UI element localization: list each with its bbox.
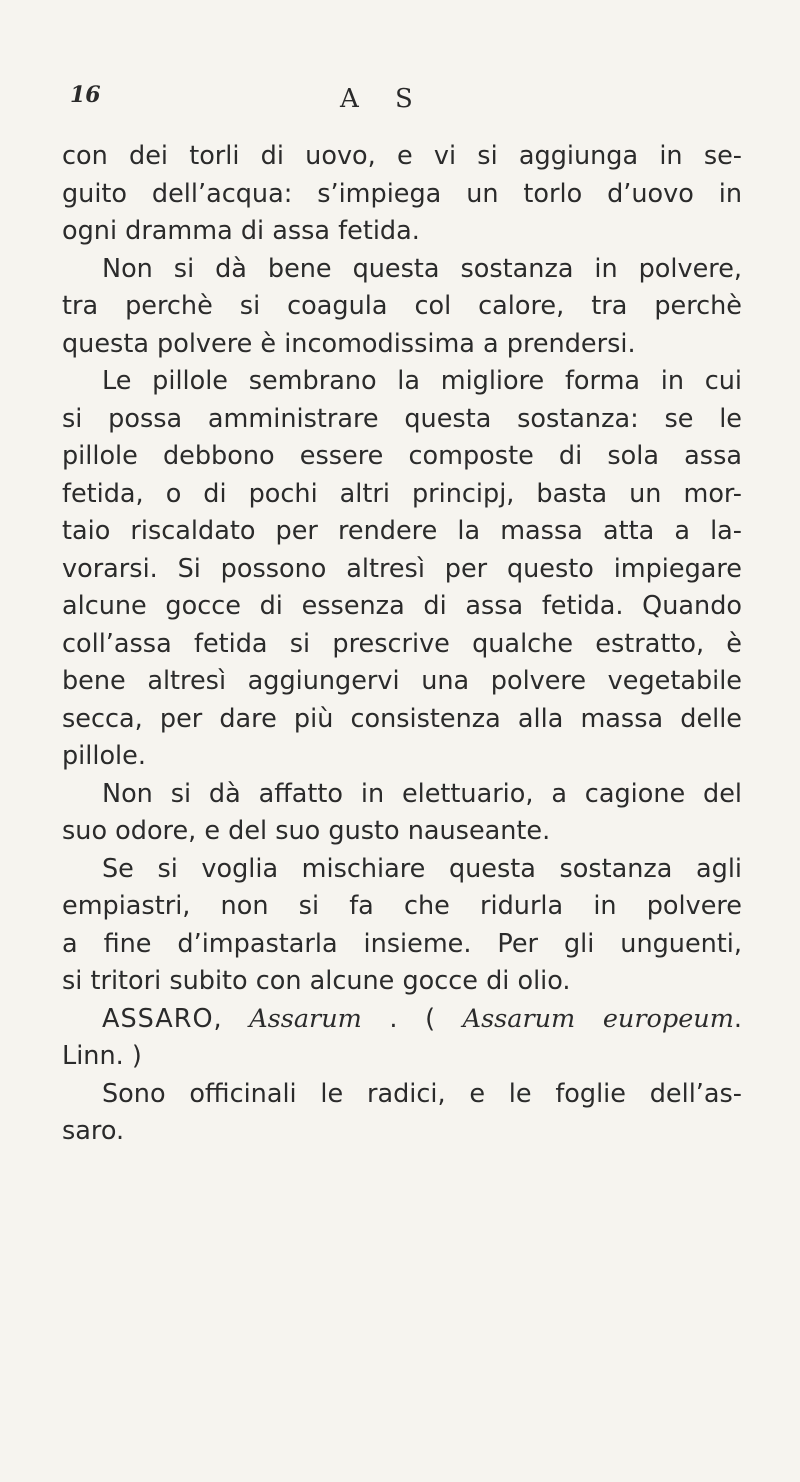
paragraph-start-line: Se si voglia mischiare questa sostanza agli (102, 853, 742, 884)
text-line: pillole. (62, 741, 146, 771)
text-line: bene altresì aggiungervi una polvere vegetabile (62, 666, 742, 696)
text-line: ogni dramma di assa fetida. (62, 216, 420, 246)
text-line: secca, per dare più consistenza alla massa delle (62, 703, 742, 734)
text-line: si possa amministrare questa sostanza: se le (62, 403, 742, 434)
page-header (0, 82, 800, 122)
text-line: empiastri, non si fa che ridurla in polvere (62, 891, 742, 921)
entry-latin-name: Assarum (249, 1003, 362, 1034)
text-line: vorarsi. Si possono altresì per questo impiegare (62, 553, 742, 584)
text-line: guito dell’acqua: s’impiega un torlo d’uovo in (62, 178, 742, 209)
entry-separator: . (733, 1003, 743, 1034)
paragraph-start-line: Non si dà bene questa sostanza in polvere, (102, 253, 742, 284)
text-line: alcune gocce di essenza di assa fetida. Quando (62, 591, 742, 621)
text-line: questa polvere è incomodissima a prendersi. (62, 328, 636, 359)
text-line: con dei torli di uovo, e vi si aggiunga in se- (62, 141, 742, 171)
text-line: a fine d’impastarla insieme. Per gli unguenti, (62, 928, 742, 959)
text-line: fetida, o di pochi altri principj, basta un mor- (62, 478, 742, 509)
paragraph-start-line: Le pillole sembrano la migliore forma in cui (102, 366, 742, 396)
running-head: A S (340, 84, 427, 114)
entry-separator: . ( (389, 1003, 436, 1034)
entry-separator: , (213, 1003, 222, 1034)
text-line: suo odore, e del suo gusto nauseante. (62, 816, 551, 846)
text-line: pillole debbono essere composte di sola assa (62, 441, 742, 471)
text-line: tra perchè si coagula col calore, tra perchè (62, 291, 742, 321)
body-text (62, 138, 742, 1151)
entry-headword: ASSARO (102, 1003, 214, 1034)
entry-binomial: Assarum europeum (462, 1003, 734, 1034)
text-line: coll’assa fetida si prescrive qualche estratto, è (62, 628, 742, 659)
paragraph-start-line: Sono officinali le radici, e le foglie dell’as- (102, 1078, 742, 1109)
text-line: taio riscaldato per rendere la massa atta a la- (62, 516, 742, 546)
entry-heading-line (62, 1001, 742, 1039)
entry-author-line: Linn. ) (62, 1041, 142, 1071)
text-line: saro. (62, 1116, 125, 1146)
text-line: si tritori subito con alcune gocce di olio. (62, 966, 571, 996)
page-number: 16 (70, 82, 101, 108)
paragraph-start-line: Non si dà affatto in elettuario, a cagione del (102, 778, 742, 809)
